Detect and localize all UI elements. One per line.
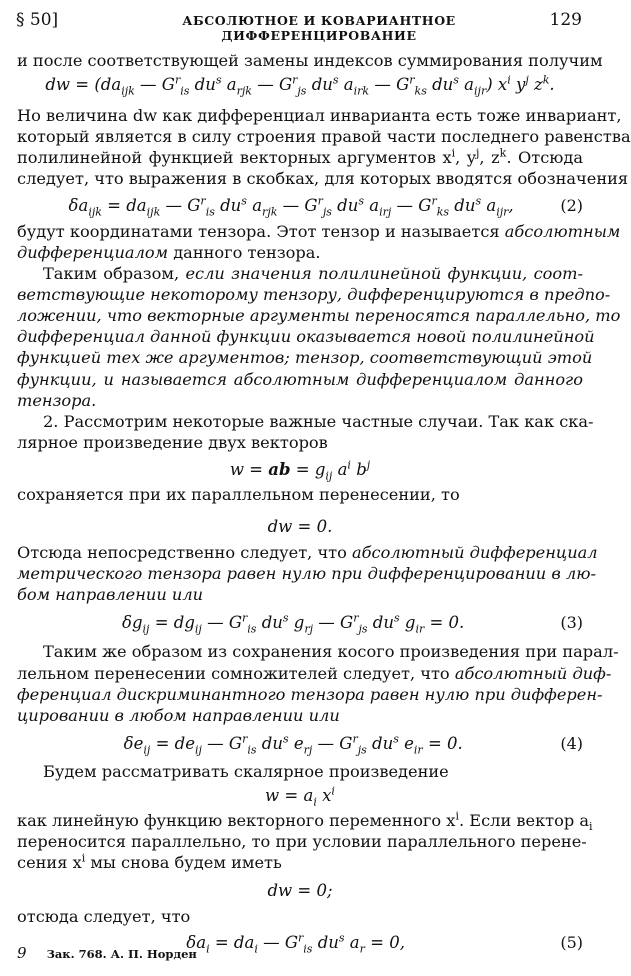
formula-body: $\delta a_i = da_i$ — $G^r_{is}$ $du^s$ $a_r = 0$,: [186, 931, 405, 956]
printer-note: Зак. 768. А. П. Норден: [46, 947, 197, 961]
text-line: дифференциал данной функции оказывается новой полилинейной: [17, 327, 595, 346]
formula-line: [17, 193, 583, 219]
text-line: бом направлении или: [17, 585, 204, 604]
text-line: лельном перенесении сомножителей следует, что абсолютный диф-: [17, 664, 612, 683]
text-line: дифференциалом данного тензора.: [17, 243, 321, 262]
text-line: сения $x^i$ мы снова будем иметь: [17, 851, 282, 872]
chapter-title: АБСОЛЮТНОЕ И КОВАРИАНТНОЕ ДИФФЕРЕНЦИРОВАНИЕ: [182, 13, 456, 43]
text-line: лярное произведение двух векторов: [17, 433, 328, 452]
text-line: как линейную функцию векторного переменного $x^i$. Если вектор $a_i$: [17, 809, 593, 834]
text-line: функции, и называется абсолютным дифференциалом данного: [17, 370, 583, 389]
formula-line: [17, 783, 583, 809]
formula-body: dw = 0;: [267, 881, 333, 900]
text-line: метрического тензора равен нулю при дифференцировании в лю-: [17, 564, 596, 583]
formula-body: dw = 0.: [267, 517, 333, 536]
text-line: отсюда следует, что: [17, 907, 191, 926]
section-reference: § 50]: [16, 10, 59, 30]
equation-number: (4): [560, 734, 583, 753]
formula-line: [17, 731, 583, 757]
formula-line: [17, 878, 583, 904]
printer-footer: [17, 942, 583, 964]
text-line: полилинейной функцией векторных аргументов $x^i$, $y^j$, $z^k$. Отсюда: [17, 146, 584, 167]
text-line: 2. Рассмотрим некоторые важные частные случаи. Так как ска-: [43, 412, 594, 431]
equation-number: (5): [560, 933, 583, 952]
running-header: [16, 10, 582, 43]
formula-line: [17, 610, 583, 636]
text-line: ветствующие некоторому тензору, дифференцируются в предпо-: [17, 285, 611, 304]
equation-number: (3): [560, 613, 583, 632]
text-line: ложении, что векторные аргументы переносятся параллельно, то: [17, 306, 621, 325]
formula-line: [17, 457, 583, 483]
formula-body: $\delta e_{ij} = de_{ij}$ — $G^r_{is}$ $du^s$ $e_{rj}$ — $G^r_{js}$ $du^s$ $e_{ir} = 0$.: [123, 732, 463, 757]
text-line: ференциал дискриминантного тензора равен нулю при дифферен-: [17, 685, 603, 704]
formula-body: $\delta g_{ij} = dg_{ij}$ — $G^r_{is}$ $du^s$ $g_{rj}$ — $G^r_{js}$ $du^s$ $g_{ir} = 0$.: [122, 611, 465, 636]
text-line: Таким же образом из сохранения косого произведения при парал-: [43, 642, 619, 661]
formula-line: [17, 514, 583, 540]
formula-body: $\delta a_{ijk} = da_{ijk}$ — $G^r_{is}$ $du^s$ $a_{rjk}$ — $G^r_{js}$ $du^s$ $a_{irj}$ — $G^r_{ks}$ $du^s$ $a_{ijr}$,: [68, 194, 514, 219]
formula-body: $w = a_i$ $x^i$: [265, 784, 335, 809]
formula-line: [17, 72, 583, 98]
equation-number: (2): [560, 196, 583, 215]
text-line: Будем рассматривать скалярное произведение: [43, 762, 449, 781]
text-line: будут координатами тензора. Этот тензор и называется абсолютным: [17, 222, 621, 241]
text-line: который является в силу строения правой части последнего равенства: [17, 127, 631, 146]
text-line: сохраняется при их параллельном перенесении, то: [17, 485, 460, 504]
text-line: Но величина dw как дифференциал инварианта есть тоже инвариант,: [17, 106, 622, 125]
text-line: цировании в любом направлении или: [17, 706, 340, 725]
text-line: Таким образом, если значения полилинейной функции, соот-: [43, 264, 583, 283]
signature-mark: 9: [17, 944, 27, 962]
text-line: переносится параллельно, то при условии параллельного перене-: [17, 832, 587, 851]
text-line: функцией тех же аргументов; тензор, соответствующий этой: [17, 348, 593, 367]
text-line: следует, что выражения в скобках, для которых вводятся обозначения: [17, 169, 629, 188]
text-line: тензора.: [17, 391, 97, 410]
text-line: Отсюда непосредственно следует, что абсолютный дифференциал: [17, 543, 598, 562]
page-number: 129: [549, 10, 582, 30]
formula-body: dw = ($da_{ijk}$ — $G^r_{is}$ $du^s$ $a_{rjk}$ — $G^r_{js}$ $du^s$ $a_{irk}$ — $G^r_{ks}$ $du^s$ $a_{ijr}$) $x^i$ $y^j$ $z^k$.: [45, 73, 555, 98]
text-line: и после соответствующей замены индексов суммирования получим: [17, 51, 603, 70]
formula-body: w = ab = $g_{ij}$ $a^i$ $b^j$: [229, 458, 371, 483]
